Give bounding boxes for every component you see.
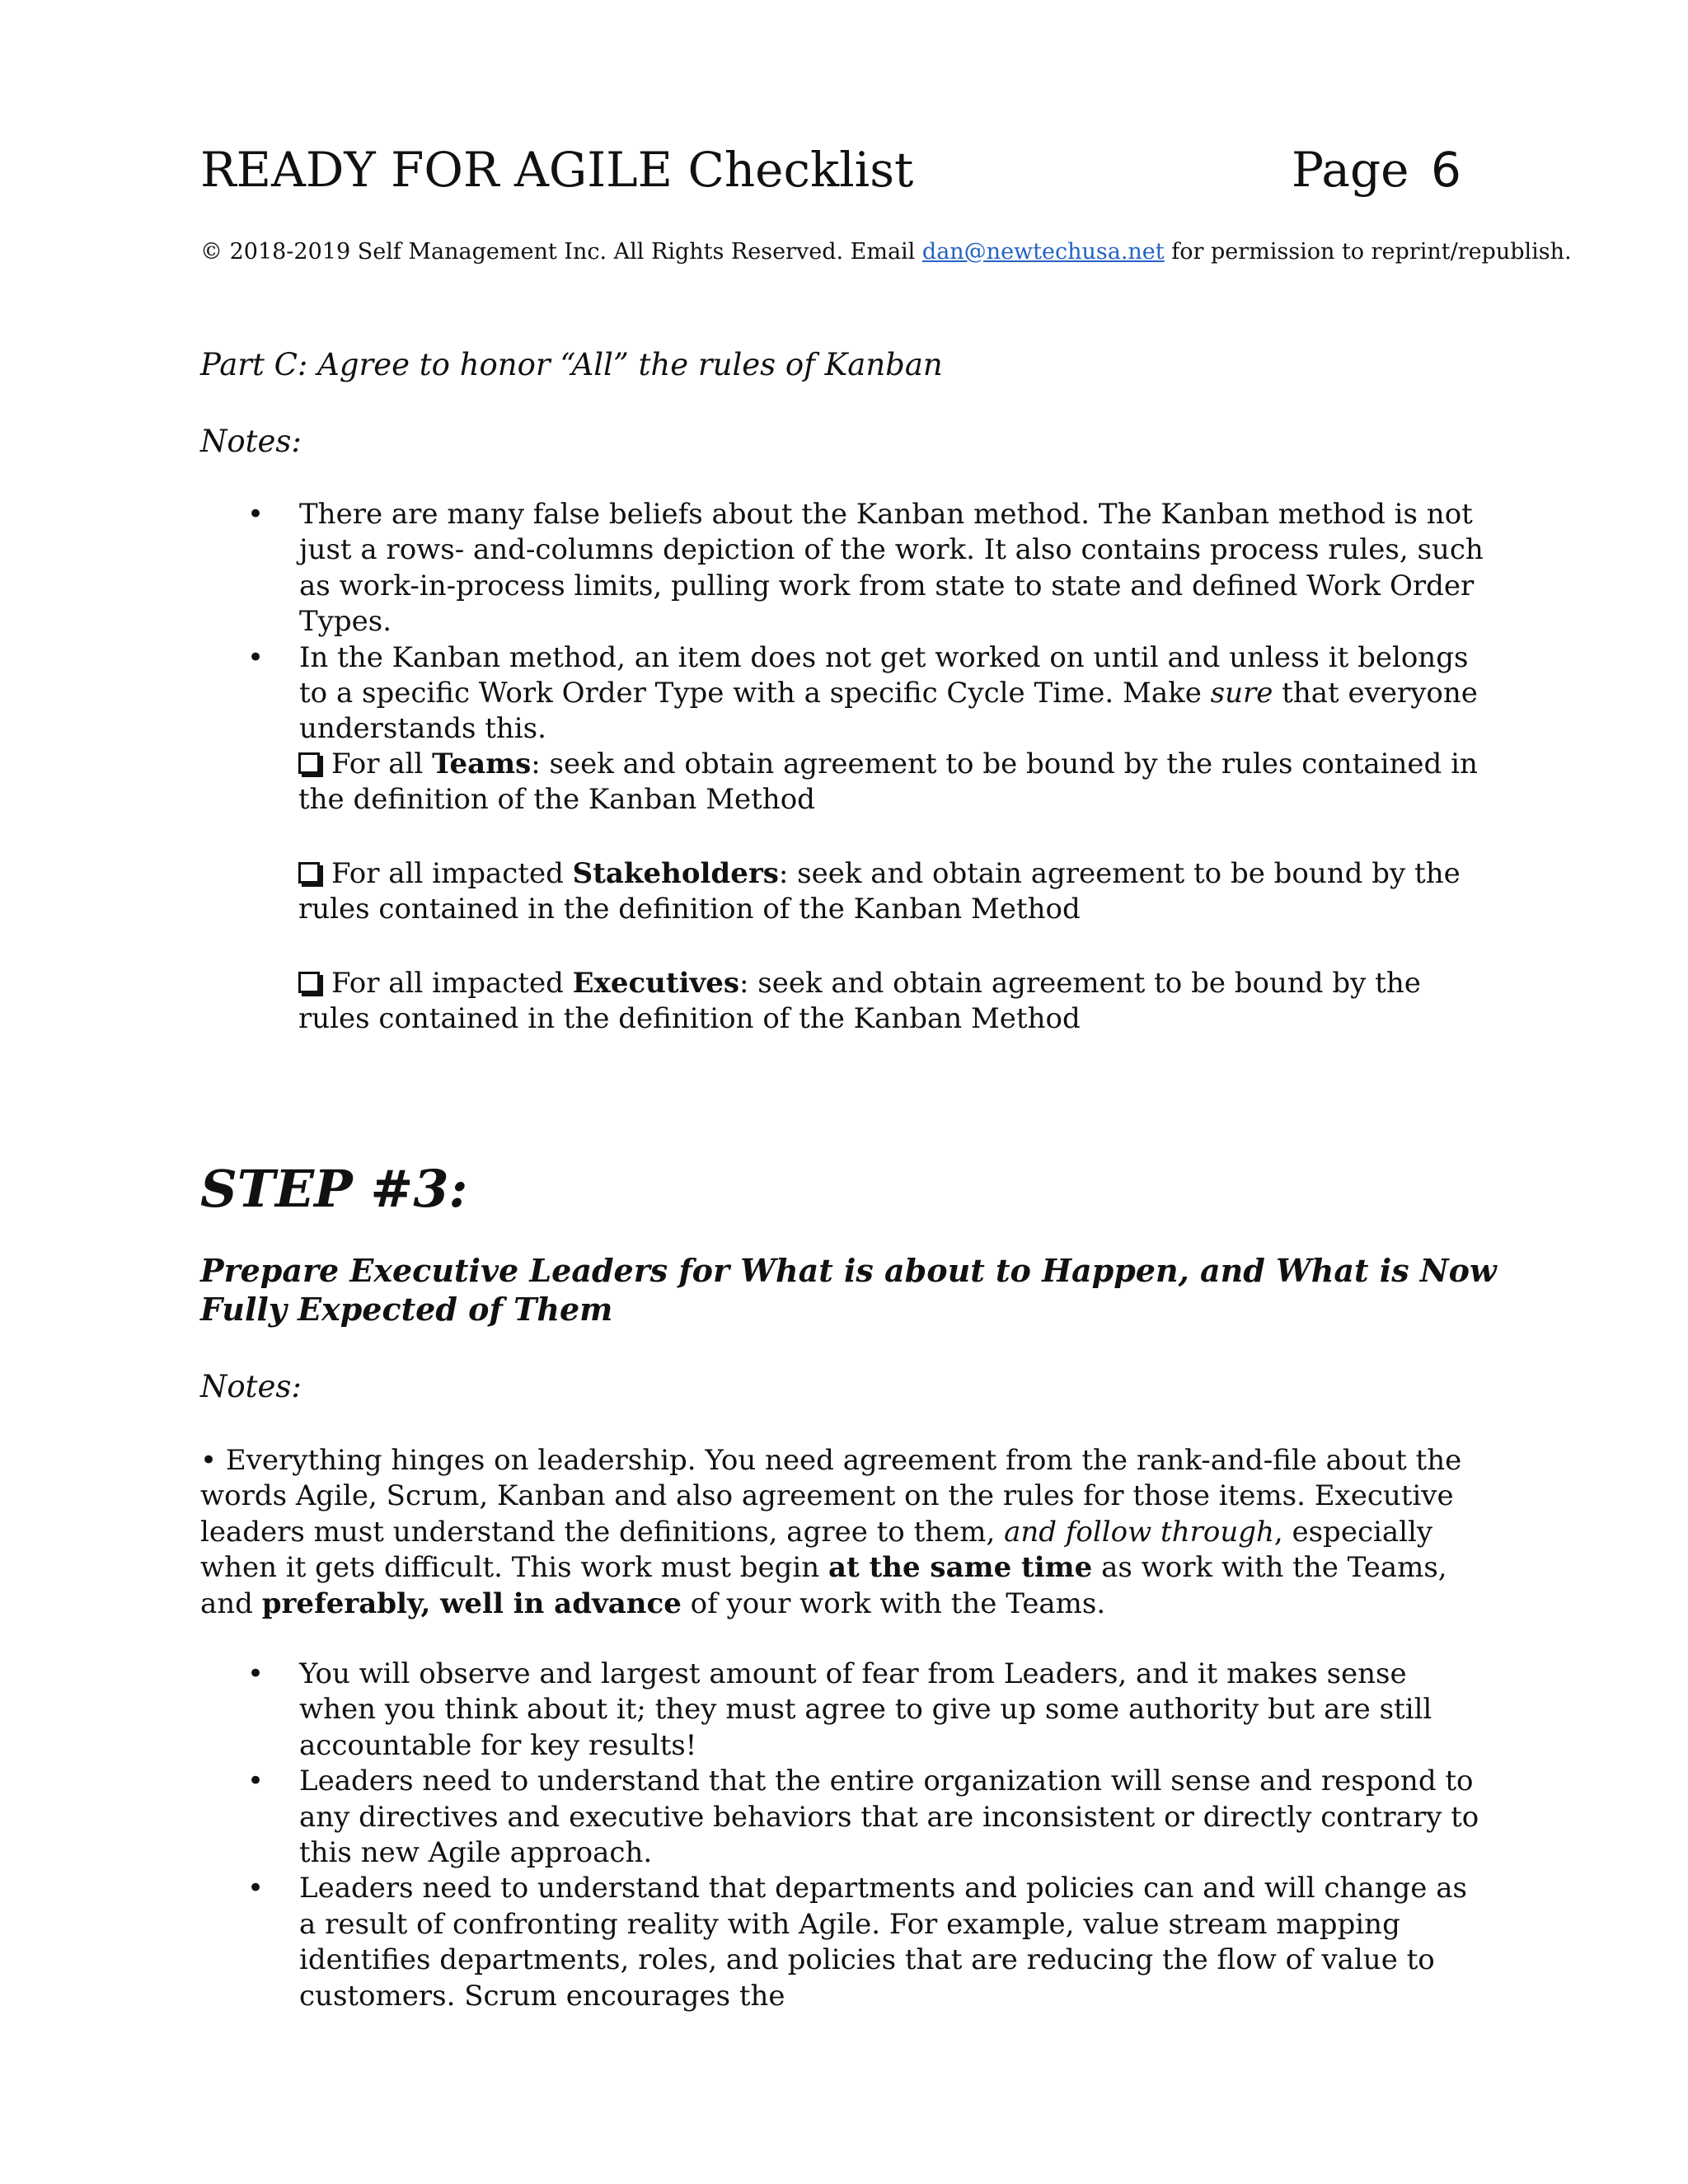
- step3-notes-label: Notes:: [200, 1369, 302, 1404]
- copyright-text: © 2018-2019 Self Management Inc. All Rights Reserved. Email: [200, 239, 922, 265]
- part-c-notes-label: Notes:: [200, 424, 302, 459]
- checklist-prefix: For all: [331, 748, 433, 780]
- checkbox-icon[interactable]: [298, 972, 320, 993]
- step-heading: STEP #3:: [200, 1159, 468, 1219]
- bullet-icon: •: [247, 1657, 265, 1690]
- bullet-text: that everyone understands this.: [299, 677, 1478, 746]
- bullet-icon: •: [247, 498, 265, 531]
- part-c-bullet-list: [247, 497, 1484, 748]
- checklist-item-executives: [298, 966, 1493, 1038]
- list-item: [247, 1657, 1484, 1764]
- paragraph-bold: preferably, well in advance: [261, 1586, 682, 1620]
- bullet-text: Leaders need to understand that departments and policies can and will change as a result of confronting reality with Agile. For example, value stream mapping identifies departments, roles, and policies that are reducing the flow of value to customers. Scrum encourages the: [299, 1872, 1467, 2013]
- bullet-text: You will observe and largest amount of fear from Leaders, and it makes sense when you think about it; they must agree to give up some authority but are still accountable for key results!: [299, 1657, 1432, 1762]
- checkbox-icon[interactable]: [298, 862, 320, 883]
- step3-bullet-list: [247, 1657, 1484, 2014]
- copyright-line: [200, 236, 1572, 269]
- paragraph-text: , especially when it gets difficult. This work must begin: [200, 1515, 1433, 1585]
- list-item: [247, 640, 1484, 748]
- checklist-suffix: : seek and obtain agreement to be bound by the rules contained in the definition of the Kanban Method: [298, 967, 1421, 1036]
- bullet-text: Leaders need to understand that the entire organization will sense and respond to any directives and executive behaviors that are inconsistent or directly contrary to this new Agile approach.: [299, 1765, 1479, 1870]
- checklist-suffix: : seek and obtain agreement to be bound by the rules contained in the definition of the Kanban Method: [298, 857, 1461, 926]
- step3-paragraph: [200, 1443, 1494, 1622]
- bullet-icon: •: [247, 1872, 265, 1905]
- paragraph-bold: at the same time: [828, 1551, 1093, 1585]
- paragraph-text: • Everything hinges on leadership. You need agreement from the rank-and-file about the words Agile, Scrum, Kanban and also agreement on the rules for those items. Executive leaders must understand the definitions, agree to them,: [200, 1444, 1462, 1549]
- checklist-prefix: For all impacted: [331, 857, 573, 890]
- email-link[interactable]: dan@newtechusa.net: [921, 239, 1165, 265]
- checklist-prefix: For all impacted: [331, 967, 573, 1000]
- bullet-text: There are many false beliefs about the Kanban method. The Kanban method is not just a rows- and-columns depiction of the work. It also contains process rules, such as work-in-process limits, pulling work from state to state and defined Work Order Types.: [299, 498, 1484, 639]
- checklist-bold: Teams: [432, 748, 532, 780]
- checklist-bold: Stakeholders: [572, 857, 779, 890]
- checklist-suffix: : seek and obtain agreement to be bound by the rules contained in the definition of the Kanban Method: [298, 748, 1478, 817]
- page-number: 6: [1431, 142, 1461, 198]
- paragraph-text: of your work with the Teams.: [681, 1586, 1106, 1620]
- bullet-text: In the Kanban method, an item does not get worked on until and unless it belongs to a specific Work Order Type with a specific Cycle Time. Make: [299, 640, 1469, 710]
- bullet-icon: •: [247, 640, 265, 674]
- checklist-item-teams: [298, 747, 1493, 818]
- list-item: [247, 1764, 1484, 1871]
- paragraph-emphasis: and follow through: [1004, 1515, 1274, 1549]
- part-c-heading: Part C: Agree to honor “All” the rules of Kanban: [200, 347, 943, 382]
- list-item: [247, 1871, 1484, 2014]
- copyright-suffix: for permission to reprint/republish.: [1164, 239, 1572, 265]
- page-label: Page: [1292, 142, 1409, 198]
- step-subtitle: Prepare Executive Leaders for What is about to Happen, and What is Now Fully Expected of Them: [200, 1252, 1497, 1328]
- bullet-icon: •: [247, 1765, 265, 1798]
- list-item: [247, 497, 1484, 640]
- checkbox-icon[interactable]: [298, 752, 320, 774]
- document-title: READY FOR AGILE Checklist: [200, 142, 914, 198]
- checklist-item-stakeholders: [298, 856, 1493, 928]
- bullet-emphasis: sure: [1210, 677, 1273, 710]
- checklist-bold: Executives: [572, 967, 740, 1000]
- paragraph-text: as work with the Teams, and: [200, 1551, 1447, 1620]
